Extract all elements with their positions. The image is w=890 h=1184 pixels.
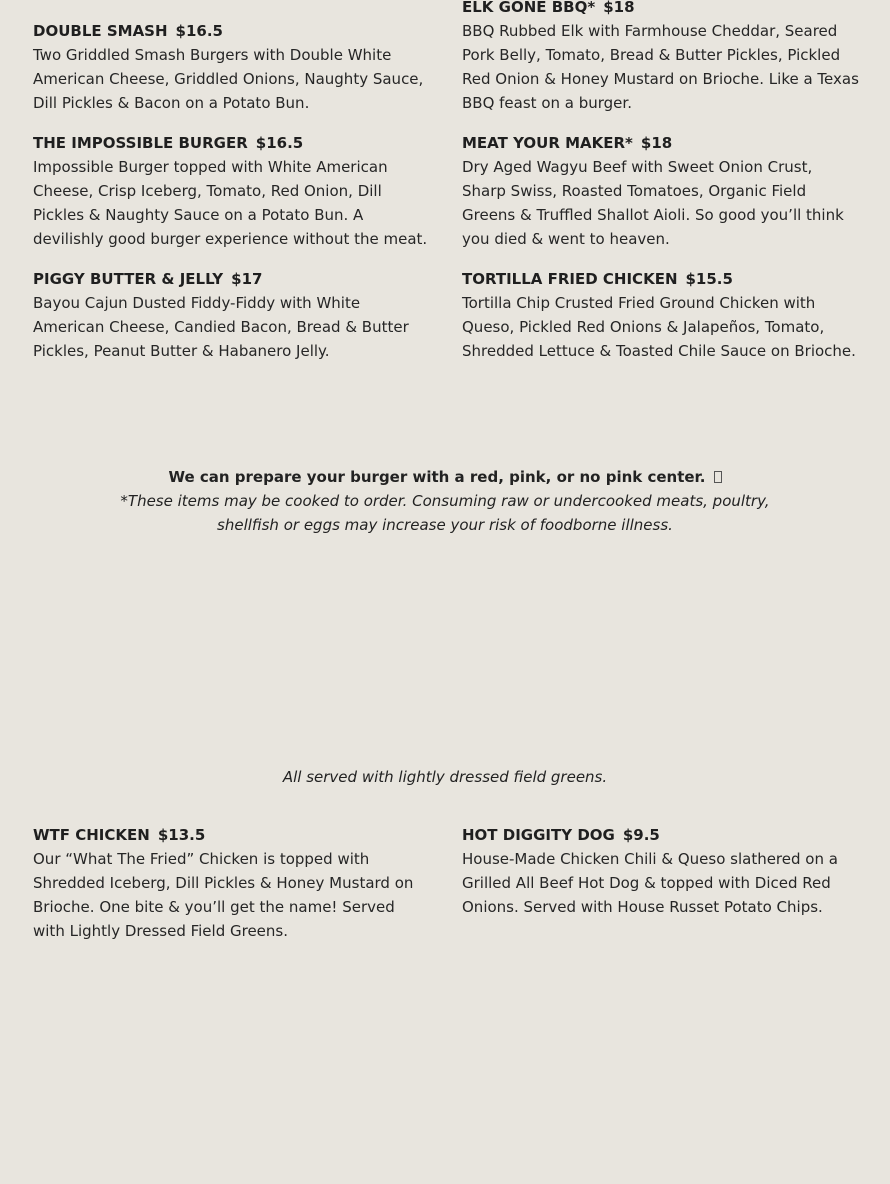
menu-item-meat-your-maker bbox=[462, 131, 860, 251]
item-description: BBQ Rubbed Elk with Farmhouse Cheddar, Seared Pork Belly, Tomato, Bread & Butter Pickles, Pickled Red Onion & Honey Mustard on Brioche. Like a Texas BBQ feast on a burger. bbox=[462, 22, 859, 112]
menu-item-hot-diggity-dog bbox=[462, 823, 860, 919]
warning-line-1: *These items may be cooked to order. Consuming raw or undercooked meats, poultry, bbox=[120, 492, 770, 510]
item-description: Two Griddled Smash Burgers with Double White American Cheese, Griddled Onions, Naughty Sauce, Dill Pickles & Bacon on a Potato Bun. bbox=[33, 46, 424, 112]
item-name: HOT DIGGITY DOG bbox=[462, 826, 615, 844]
item-price: $15.5 bbox=[685, 270, 733, 288]
burgers-right-column bbox=[462, 0, 860, 379]
item-description: House-Made Chicken Chili & Queso slathered on a Grilled All Beef Hot Dog & topped with Diced Red Onions. Served with House Russet Potato Chips. bbox=[462, 850, 838, 916]
item-title bbox=[33, 823, 431, 847]
item-description: Tortilla Chip Crusted Fried Ground Chicken with Queso, Pickled Red Onions & Jalapeños, Tomato, Shredded Lettuce & Toasted Chile Sauce on Brioche. bbox=[462, 294, 856, 360]
item-description: Dry Aged Wagyu Beef with Sweet Onion Crust, Sharp Swiss, Roasted Tomatoes, Organic Field Greens & Truffled Shallot Aioli. So good you’ll think you died & went to heaven. bbox=[462, 158, 844, 248]
item-title bbox=[462, 267, 860, 291]
menu-item-piggy-butter-jelly bbox=[33, 267, 431, 363]
item-price: $9.5 bbox=[622, 826, 660, 844]
served-note: All served with lightly dressed field greens. bbox=[282, 768, 608, 786]
item-title bbox=[33, 267, 431, 291]
warning-line-2: shellfish or eggs may increase your risk of foodborne illness. bbox=[217, 516, 673, 534]
item-title bbox=[462, 0, 860, 19]
item-name: MEAT YOUR MAKER* bbox=[462, 134, 633, 152]
menu-item-tortilla-fried-chicken bbox=[462, 267, 860, 363]
item-name: TORTILLA FRIED CHICKEN bbox=[462, 270, 678, 288]
others-left-column bbox=[33, 823, 431, 959]
item-description: Our “What The Fried” Chicken is topped with Shredded Iceberg, Dill Pickles & Honey Mustard on Brioche. One bite & you’ll get the name! Served with Lightly Dressed Field Greens. bbox=[33, 850, 414, 940]
menu-item-impossible-burger bbox=[33, 131, 431, 251]
item-name: THE IMPOSSIBLE BURGER bbox=[33, 134, 248, 152]
cooking-notice bbox=[0, 465, 890, 537]
item-name: PIGGY BUTTER & JELLY bbox=[33, 270, 224, 288]
menu-item-double-smash bbox=[33, 19, 431, 115]
item-title bbox=[33, 19, 431, 43]
item-name: DOUBLE SMASH bbox=[33, 22, 168, 40]
missing-glyph-icon bbox=[714, 471, 722, 483]
item-description: Impossible Burger topped with White American Cheese, Crisp Iceberg, Tomato, Red Onion, Dill Pickles & Naughty Sauce on a Potato Bun. A devilishly good burger experience without the meat. bbox=[33, 158, 428, 248]
cook-temperature-line bbox=[0, 465, 890, 489]
menu-item-elk-gone-bbq bbox=[462, 0, 860, 115]
cook-temperature-text: We can prepare your burger with a red, pink, or no pink center. bbox=[168, 468, 706, 486]
item-price: $13.5 bbox=[157, 826, 206, 844]
item-price: $16.5 bbox=[255, 134, 304, 152]
item-title bbox=[462, 131, 860, 155]
item-title bbox=[462, 823, 860, 847]
burgers-left-column bbox=[33, 19, 431, 379]
menu-item-wtf-chicken bbox=[33, 823, 431, 943]
item-price: $18 bbox=[640, 134, 673, 152]
others-right-column bbox=[462, 823, 860, 935]
item-price: $16.5 bbox=[175, 22, 223, 40]
item-description: Bayou Cajun Dusted Fiddy-Fiddy with White American Cheese, Candied Bacon, Bread & Butter Pickles, Peanut Butter & Habanero Jelly. bbox=[33, 294, 409, 360]
item-price: $17 bbox=[231, 270, 263, 288]
item-price: $18 bbox=[603, 0, 635, 16]
item-name: WTF CHICKEN bbox=[33, 826, 150, 844]
item-title bbox=[33, 131, 431, 155]
item-name: ELK GONE BBQ* bbox=[462, 0, 596, 16]
